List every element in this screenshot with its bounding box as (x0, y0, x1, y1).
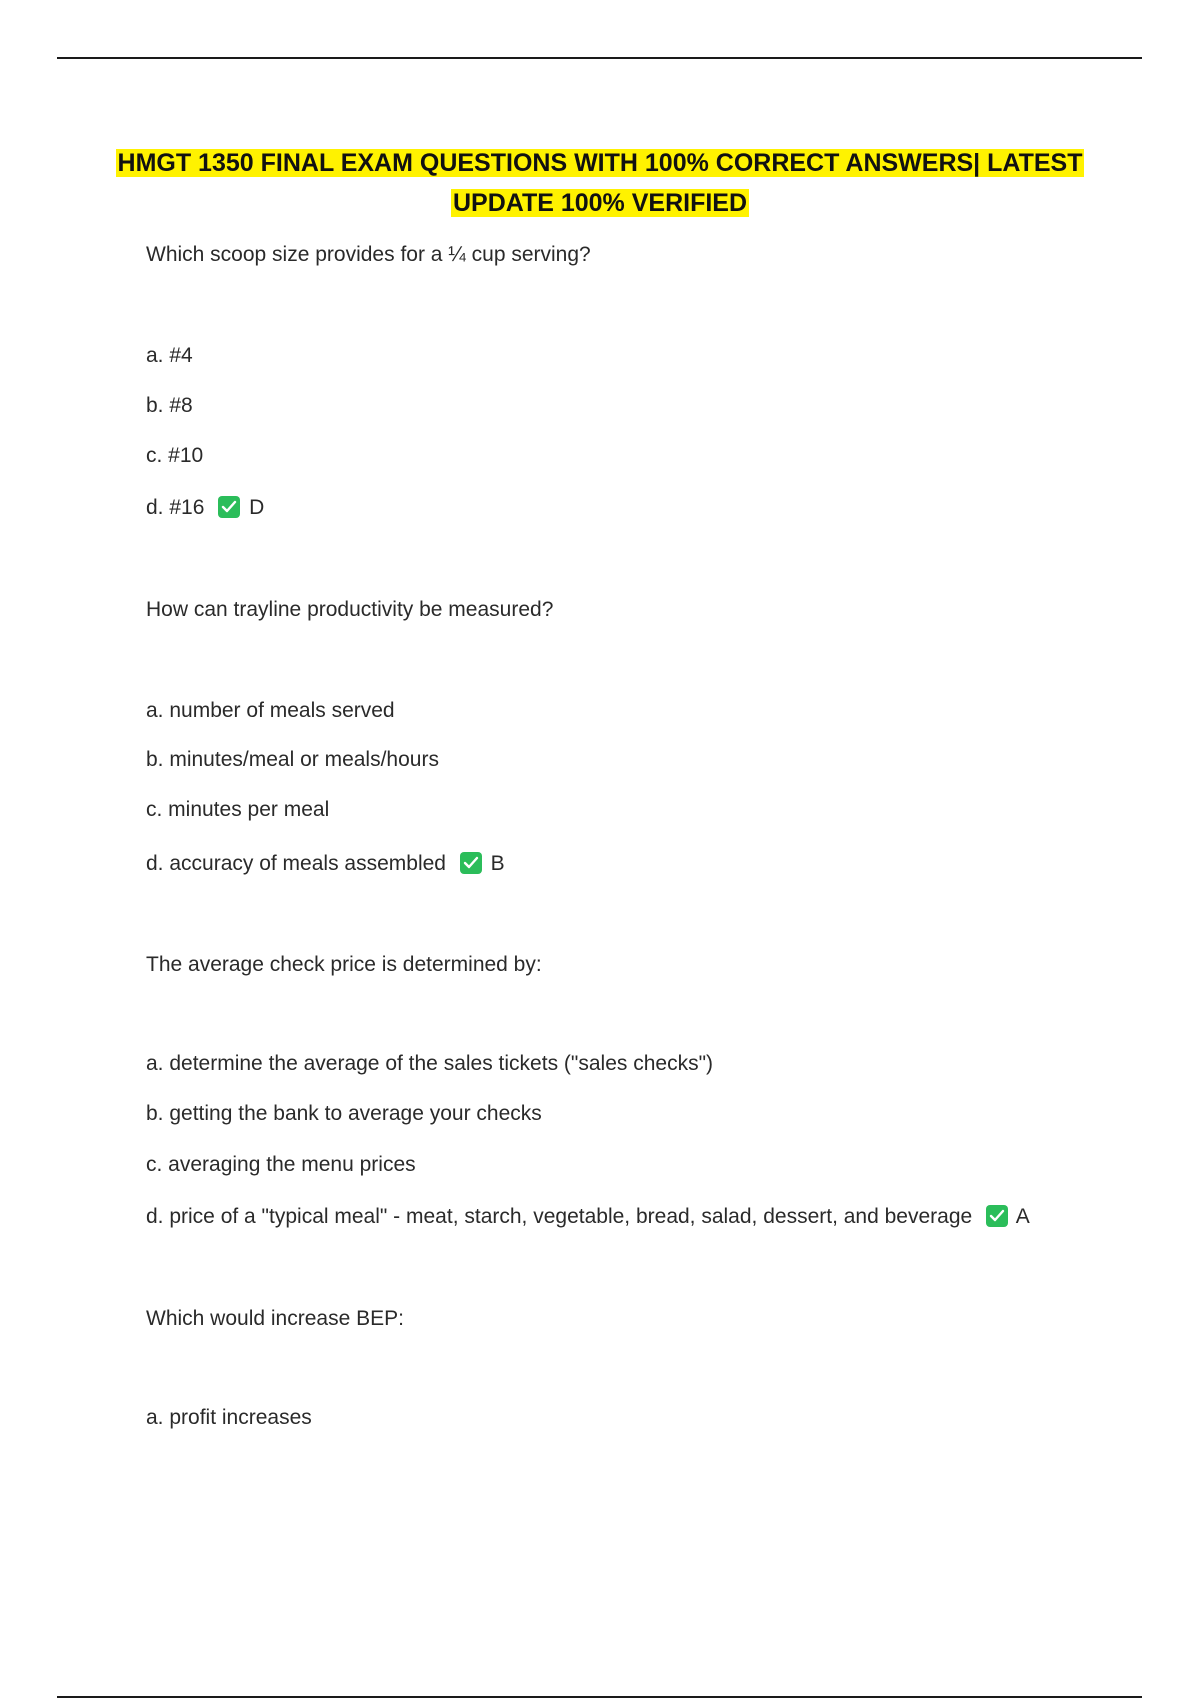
option-d-row (146, 494, 264, 522)
question-text: Which would increase BEP: (146, 1307, 404, 1330)
check-mark-icon (218, 496, 240, 518)
check-mark-icon (986, 1205, 1008, 1227)
option-b: b. minutes/meal or meals/hours (146, 748, 439, 771)
option-d-row (146, 1203, 1030, 1231)
option-a: a. profit increases (146, 1406, 312, 1429)
bottom-rule (57, 1696, 1142, 1698)
option-d: d. accuracy of meals assembled (146, 852, 446, 875)
option-a: a. #4 (146, 344, 193, 367)
page-title (100, 143, 1100, 223)
question-text: How can trayline productivity be measured? (146, 598, 554, 621)
question-text: The average check price is determined by: (146, 953, 542, 976)
question-text: Which scoop size provides for a ¼ cup serving? (146, 243, 591, 266)
option-c: c. #10 (146, 444, 204, 467)
option-d: d. price of a "typical meal" - meat, starch, vegetable, bread, salad, dessert, and beverage (146, 1205, 973, 1228)
answer-letter: D (249, 496, 265, 519)
option-a: a. determine the average of the sales tickets ("sales checks") (146, 1052, 714, 1075)
answer-letter: B (490, 852, 505, 875)
answer-letter: A (1015, 1205, 1030, 1228)
option-c: c. minutes per meal (146, 798, 330, 821)
option-b: b. getting the bank to average your checks (146, 1102, 542, 1125)
option-b: b. #8 (146, 394, 193, 417)
option-d-row (146, 850, 505, 878)
title-line-1: HMGT 1350 FINAL EXAM QUESTIONS WITH 100% CORRECT ANSWERS| LATEST (117, 149, 1083, 177)
top-rule (57, 57, 1142, 59)
check-mark-icon (460, 852, 482, 874)
title-line-2: UPDATE 100% VERIFIED (452, 189, 748, 217)
option-c: c. averaging the menu prices (146, 1153, 416, 1176)
option-a: a. number of meals served (146, 699, 395, 722)
option-d: d. #16 (146, 496, 205, 519)
